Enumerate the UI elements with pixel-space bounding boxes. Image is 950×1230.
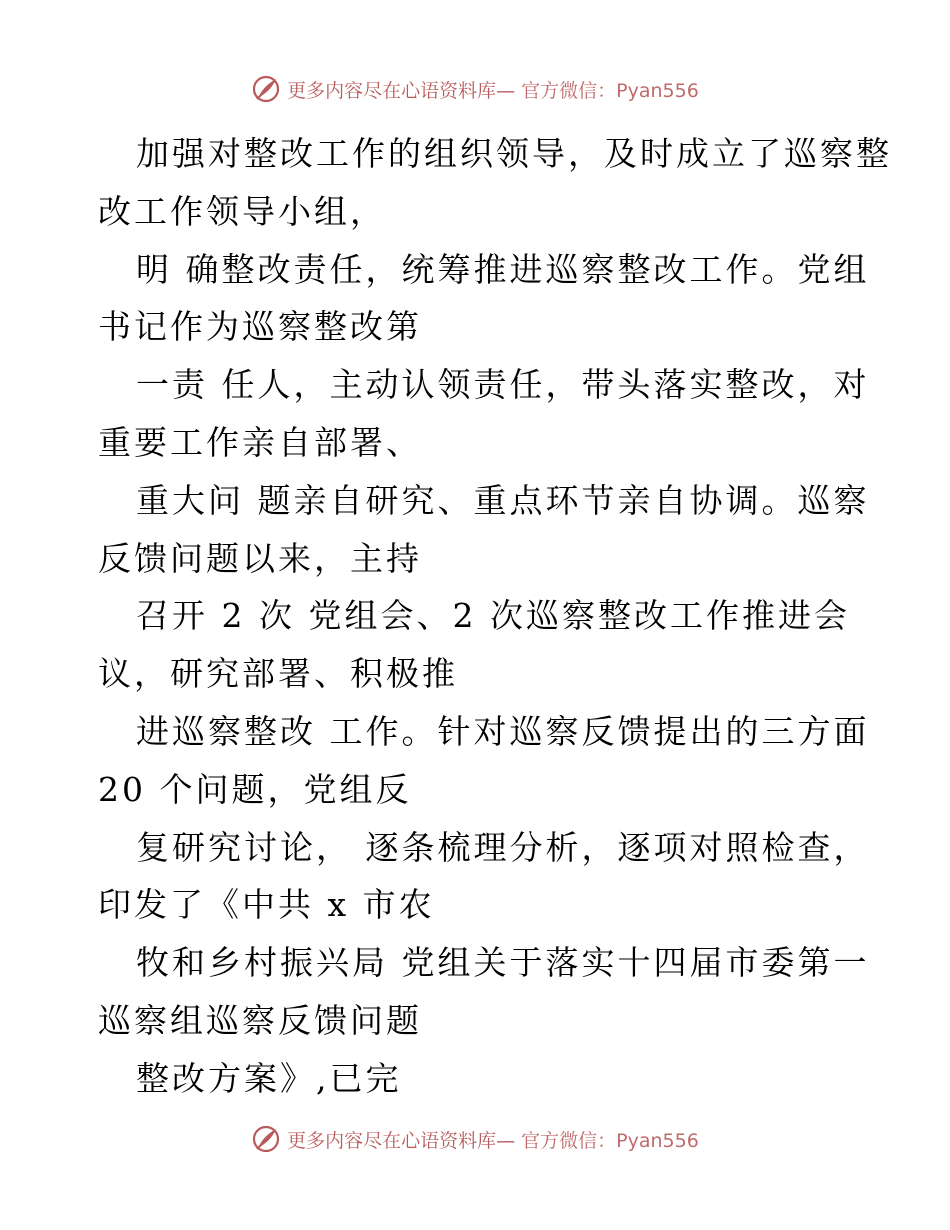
document-body: [98, 125, 892, 1108]
paragraph-line: 明 确整改责任，统筹推进巡察整改工作。党组: [136, 249, 870, 289]
paragraph-line: 20 个问题，党组反: [98, 769, 412, 809]
paragraph-line: 加强对整改工作的组织领导，及时成立了巡察整: [136, 134, 892, 173]
paragraph-line: 改工作领导小组，: [98, 191, 386, 231]
paragraph-line: 重要工作亲自部署、: [98, 422, 422, 462]
paragraph-line: 反馈问题以来，主持: [98, 538, 422, 578]
paragraph-line: 复研究讨论， 逐条梳理分析，逐项对照检查，: [136, 827, 870, 867]
paragraph-line: 重大问 题亲自研究、重点环节亲自协调。巡察: [136, 480, 870, 520]
footer-watermark: [0, 1124, 950, 1154]
paragraph-line: 召开 2 次 党组会、2 次巡察整改工作推进会: [136, 596, 850, 636]
paragraph-line: 整改方案》,已完: [136, 1058, 402, 1098]
paragraph-line: 巡察组巡察反馈问题: [98, 1000, 422, 1040]
paragraph-line: 进巡察整改 工作。针对巡察反馈提出的三方面: [136, 711, 870, 751]
paragraph-line: 议，研究部署、积极推: [98, 654, 458, 694]
paragraph-line: 牧和乡村振兴局 党组关于落实十四届市委第一: [136, 943, 870, 983]
paragraph-line: 印发了《中共 x 市农: [98, 885, 435, 925]
watermark-site-text: 更多内容尽在心语资料库—: [287, 79, 516, 102]
feather-pen-logo-icon: [251, 1124, 281, 1154]
watermark-wechat-text: 官方微信：Pyan556: [521, 79, 699, 102]
paragraph-line: 书记作为巡察整改第: [98, 307, 422, 347]
feather-pen-logo-icon: [251, 74, 281, 104]
watermark-wechat-text: 官方微信：Pyan556: [521, 1129, 699, 1152]
header-watermark: [0, 74, 950, 104]
watermark-site-text: 更多内容尽在心语资料库—: [287, 1129, 516, 1152]
paragraph-line: 一责 任人，主动认领责任，带头落实整改，对: [136, 365, 870, 405]
